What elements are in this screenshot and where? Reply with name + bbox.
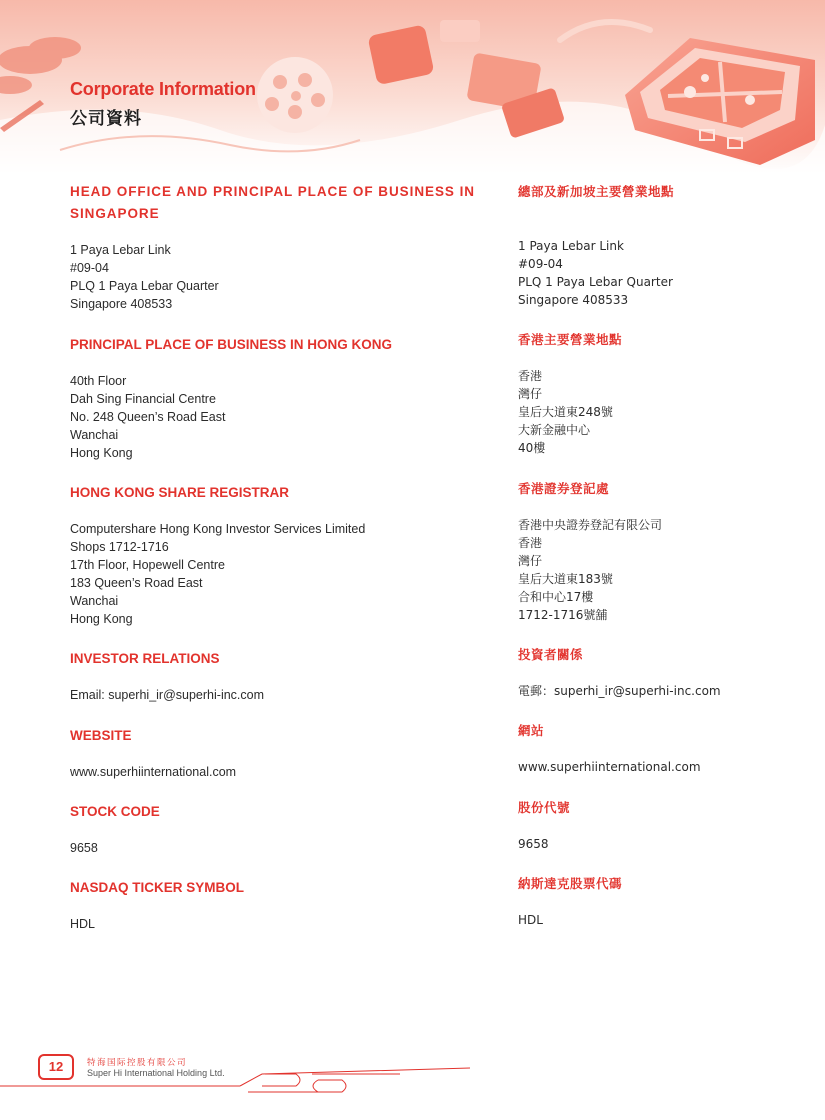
section-body-nasdaq [70, 915, 95, 933]
address-line: 皇后大道東183號 [518, 572, 613, 586]
section-body-nasdaq-zh [518, 911, 543, 929]
ticker-value: HDL [518, 913, 543, 927]
company-name-english: Super Hi International Holding Ltd. [87, 1068, 225, 1078]
section-heading-stock-code: STOCK CODE [70, 804, 160, 819]
section-body-hk-business-zh [518, 367, 613, 457]
section-body-investor-relations [70, 686, 264, 704]
ticker-value: HDL [70, 917, 96, 931]
website-link[interactable]: www.superhiinternational.com [70, 765, 237, 779]
address-line: 香港 [518, 369, 543, 383]
company-name-chinese: 特海国际控股有限公司 [87, 1058, 188, 1068]
address-line: #09-04 [70, 261, 109, 275]
address-line: Hong Kong [70, 446, 133, 460]
address-line: 香港 [518, 536, 543, 550]
section-body-investor-relations-zh [518, 682, 721, 700]
address-line: 1 Paya Lebar Link [70, 243, 171, 257]
section-heading-investor-relations-zh: 投資者關係 [518, 647, 584, 662]
website-link[interactable]: www.superhiinternational.com [518, 760, 701, 774]
section-body-website [70, 763, 236, 781]
section-heading-head-office-zh: 總部及新加坡主要營業地點 [518, 184, 675, 199]
section-heading-website: WEBSITE [70, 728, 132, 743]
section-heading-investor-relations: INVESTOR RELATIONS [70, 651, 220, 666]
address-line: Wanchai [70, 428, 119, 442]
address-line: Singapore 408533 [70, 297, 173, 311]
email-text: 電郵：superhi_ir@superhi-inc.com [518, 684, 721, 698]
section-heading-website-zh: 網站 [518, 723, 545, 738]
section-body-share-registrar [70, 520, 365, 628]
address-line: Hong Kong [70, 612, 133, 626]
section-body-head-office-zh [518, 237, 673, 309]
address-line: PLQ 1 Paya Lebar Quarter [518, 275, 673, 289]
section-heading-share-registrar-zh: 香港證券登記處 [518, 481, 610, 496]
address-line: 40th Floor [70, 374, 127, 388]
address-line: 灣仔 [518, 554, 543, 568]
section-body-hk-business [70, 372, 225, 462]
address-line: 灣仔 [518, 387, 543, 401]
address-line: Dah Sing Financial Centre [70, 392, 216, 406]
address-line: 合和中心17樓 [518, 590, 594, 604]
address-line: 17th Floor, Hopewell Centre [70, 558, 225, 572]
section-heading-hk-business-zh: 香港主要營業地點 [518, 332, 623, 347]
section-body-share-registrar-zh [518, 516, 662, 624]
section-heading-nasdaq-zh: 納斯達克股票代碼 [518, 876, 623, 891]
address-line: 香港中央證券登記有限公司 [518, 518, 663, 532]
page-number: 12 [38, 1054, 74, 1080]
address-line: #09-04 [518, 257, 563, 271]
address-line: 1712-1716號舖 [518, 608, 608, 622]
section-heading-stock-code-zh: 股份代號 [518, 800, 571, 815]
address-line: 大新金融中心 [518, 423, 591, 437]
section-heading-share-registrar: HONG KONG SHARE REGISTRAR [70, 485, 290, 500]
stock-code-value: 9658 [70, 841, 98, 855]
address-line: 183 Queen’s Road East [70, 576, 203, 590]
address-line: No. 248 Queen’s Road East [70, 410, 226, 424]
heading-line: HEAD OFFICE AND PRINCIPAL PLACE OF BUSINESS IN [70, 184, 475, 199]
address-line: Shops 1712-1716 [70, 540, 169, 554]
address-line: Singapore 408533 [518, 293, 629, 307]
heading-line: SINGAPORE [70, 206, 160, 221]
page-title-chinese: 公司資料 [70, 109, 142, 129]
section-heading-hk-business: PRINCIPAL PLACE OF BUSINESS IN HONG KONG [70, 337, 393, 352]
section-body-stock-code [70, 839, 98, 857]
section-body-head-office [70, 241, 219, 313]
section-body-stock-code-zh [518, 835, 549, 853]
section-heading-head-office [70, 181, 494, 225]
address-line: 1 Paya Lebar Link [518, 239, 624, 253]
stock-code-value: 9658 [518, 837, 549, 851]
section-heading-nasdaq: NASDAQ TICKER SYMBOL [70, 880, 245, 895]
address-line: Wanchai [70, 594, 119, 608]
email-text: Email: superhi_ir@superhi-inc.com [70, 688, 265, 702]
address-line: PLQ 1 Paya Lebar Quarter [70, 279, 219, 293]
section-body-website-zh [518, 758, 701, 776]
footer-line-decoration [0, 1040, 825, 1120]
address-line: Computershare Hong Kong Investor Services Limited [70, 522, 366, 536]
page-title: Corporate Information [70, 79, 256, 99]
address-line: 40樓 [518, 441, 546, 455]
address-line: 皇后大道東248號 [518, 405, 613, 419]
page-footer [0, 1040, 825, 1120]
